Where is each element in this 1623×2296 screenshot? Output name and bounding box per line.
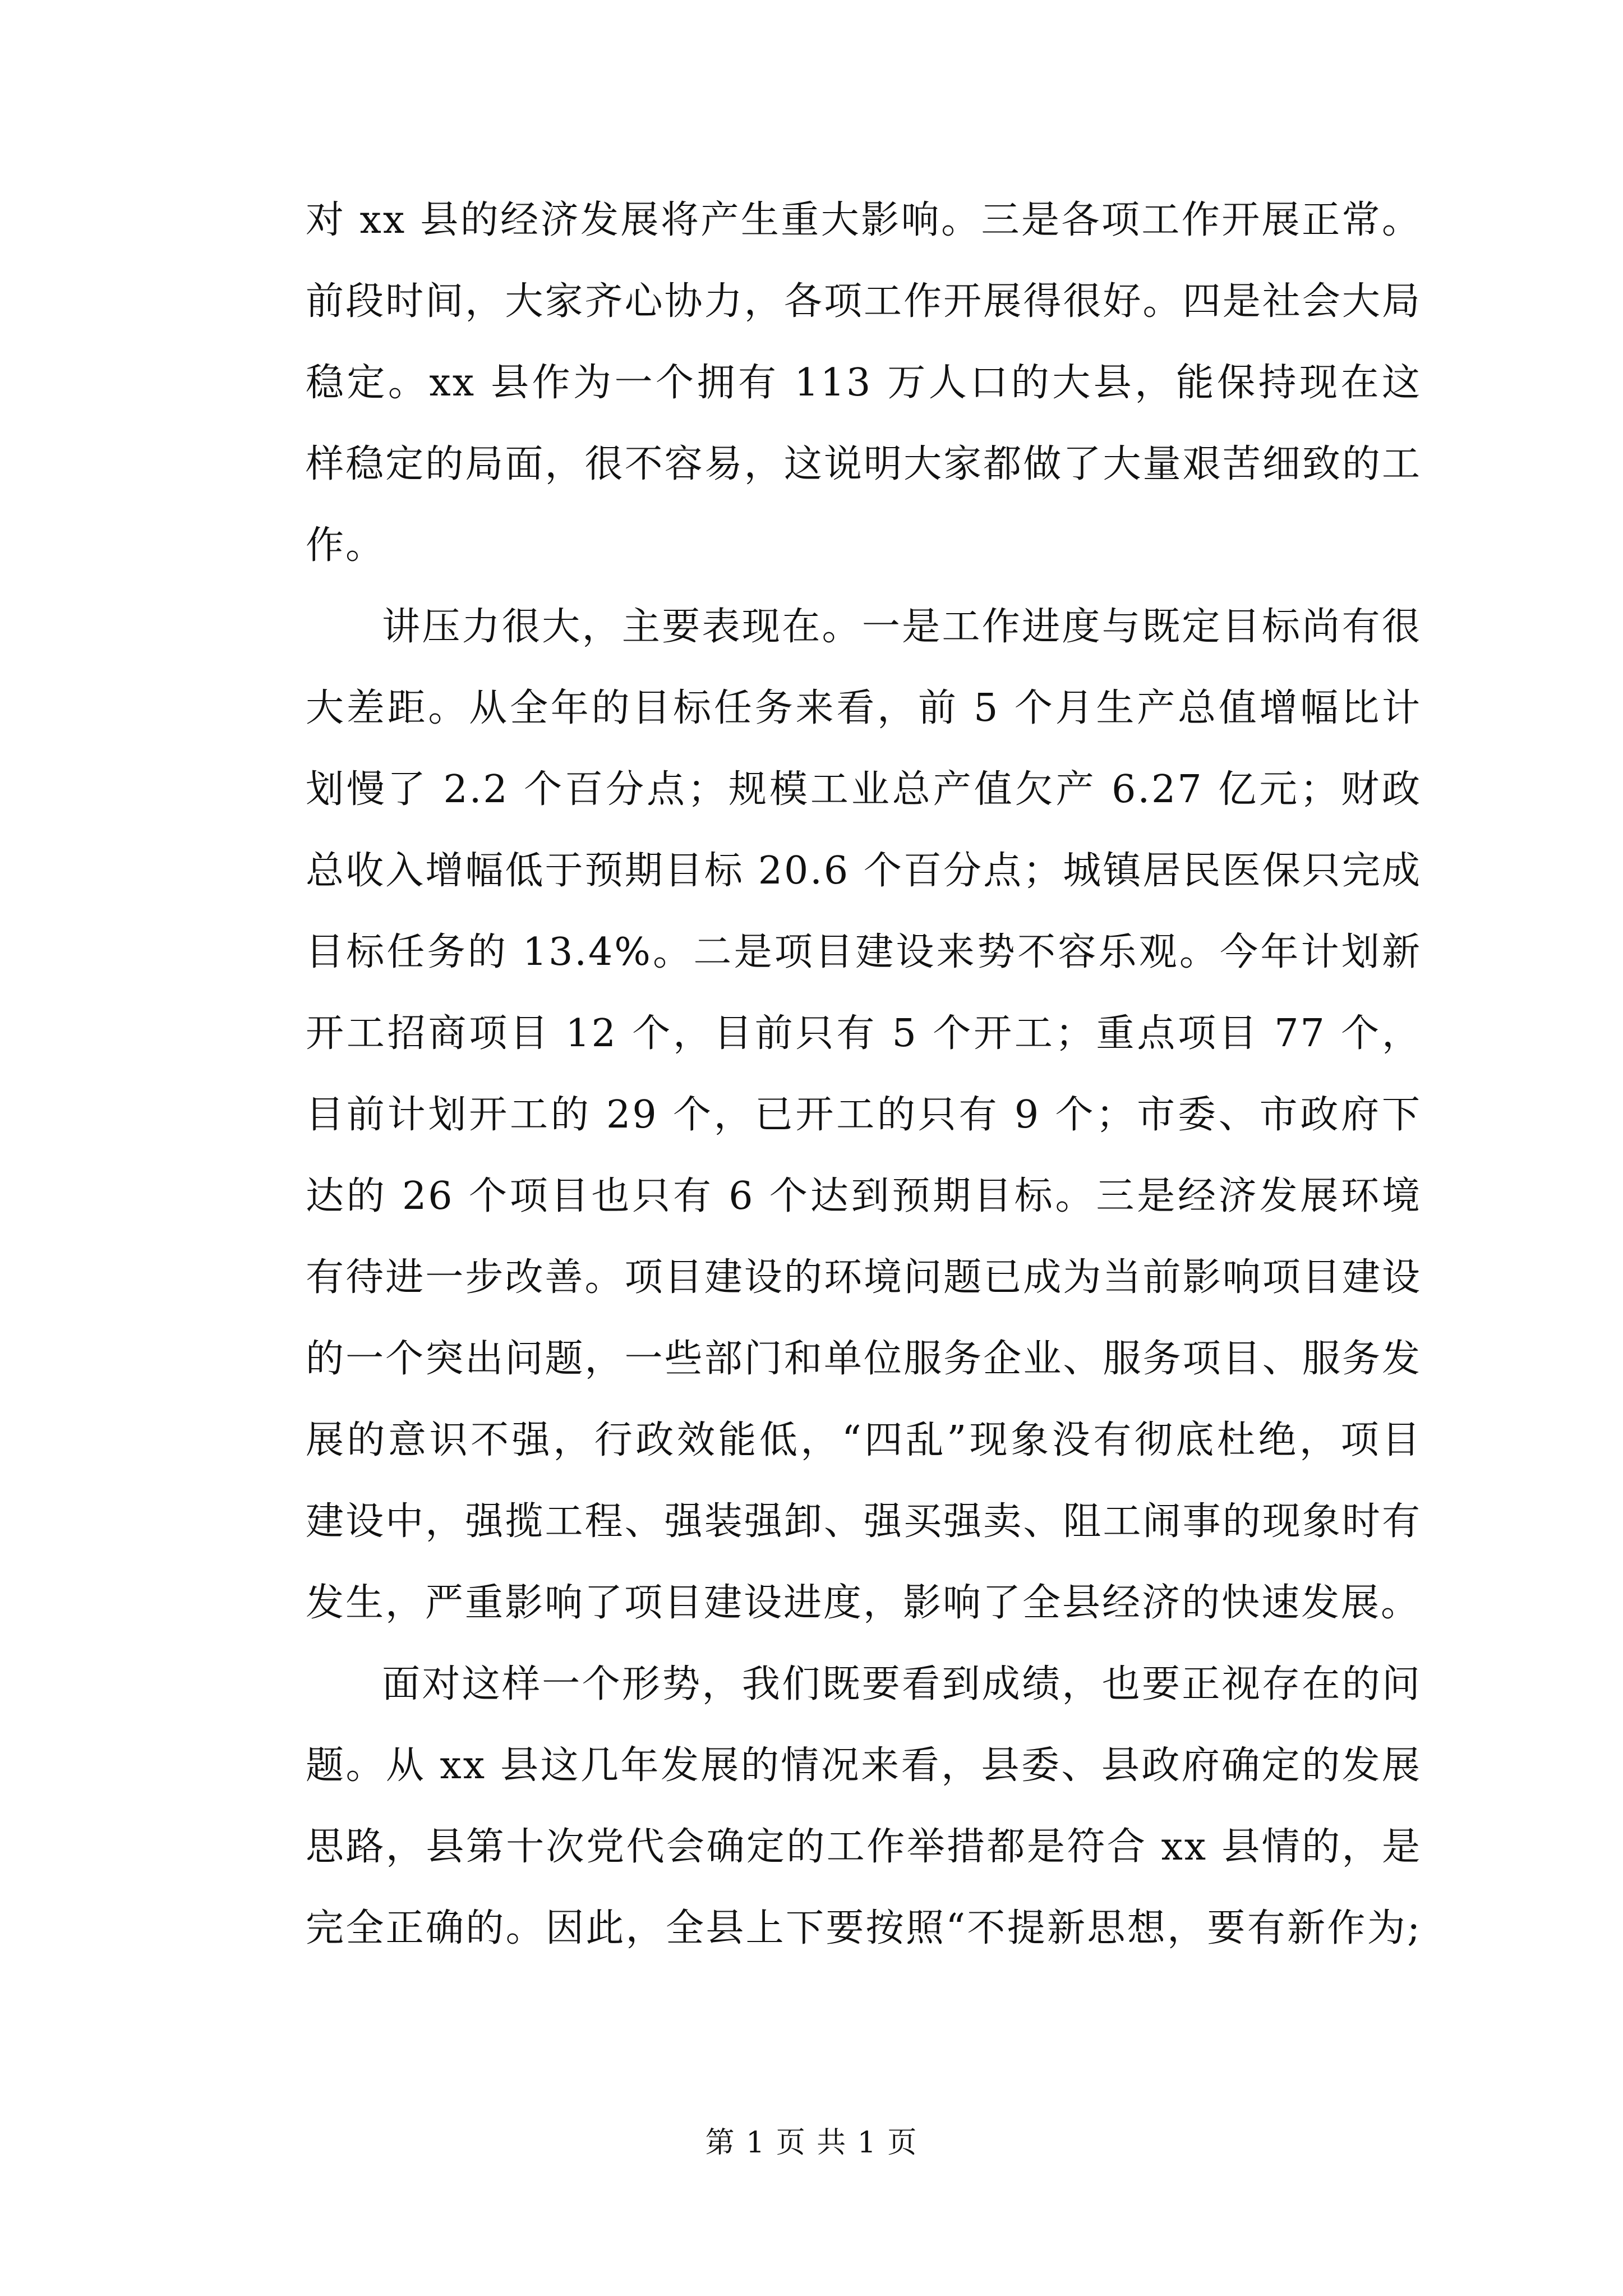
paragraph-2: 讲压力很大，主要表现在。一是工作进度与既定目标尚有很大差距。从全年的目标任务来看，前 5 个月生产总值增幅比计划慢了 2.2 个百分点；规模工业总产值欠产 6.27 亿元；财政总收入增幅低于预期目标 20.6 个百分点；城镇居民医保只完成目标任务的 13.4%。二是项目建设来势不容乐观。今年计划新开工招商项目 12 个，目前只有 5 个开工；重点项目 77 个，目前计划开工的 29 个，已开工的只有 9 个；市委、市政府下达的 26 个项目也只有 6 个达到预期目标。三是经济发展环境有待进一步改善。项目建设的环境问题已成为当前影响项目建设的一个突出问题，一些部门和单位服务企业、服务项目、服务发展的意识不强，行政效能低，“四乱”现象没有彻底杜绝，项目建设中，强揽工程、强装强卸、强买强卖、阻工闹事的现象时有发生，严重影响了项目建设进度，影响了全县经济的快速发展。 (306, 605, 1422, 1625)
document-body (306, 180, 1422, 1969)
paragraph-1: 对 xx 县的经济发展将产生重大影响。三是各项工作开展正常。前段时间，大家齐心协力，各项工作开展得很好。四是社会大局稳定。xx 县作为一个拥有 113 万人口的大县，能保持现在这样稳定的局面，很不容易，这说明大家都做了大量艰苦细致的工作。 (306, 198, 1422, 568)
paragraph-3: 面对这样一个形势，我们既要看到成绩，也要正视存在的问题。从 xx 县这几年发展的情况来看，县委、县政府确定的发展思路，县第十次党代会确定的工作举措都是符合 xx 县情的，是完全正确的。因此，全县上下要按照“不提新思想，要有新作为; (306, 1662, 1422, 1950)
page-footer: 第 1 页 共 1 页 (705, 2126, 918, 2160)
